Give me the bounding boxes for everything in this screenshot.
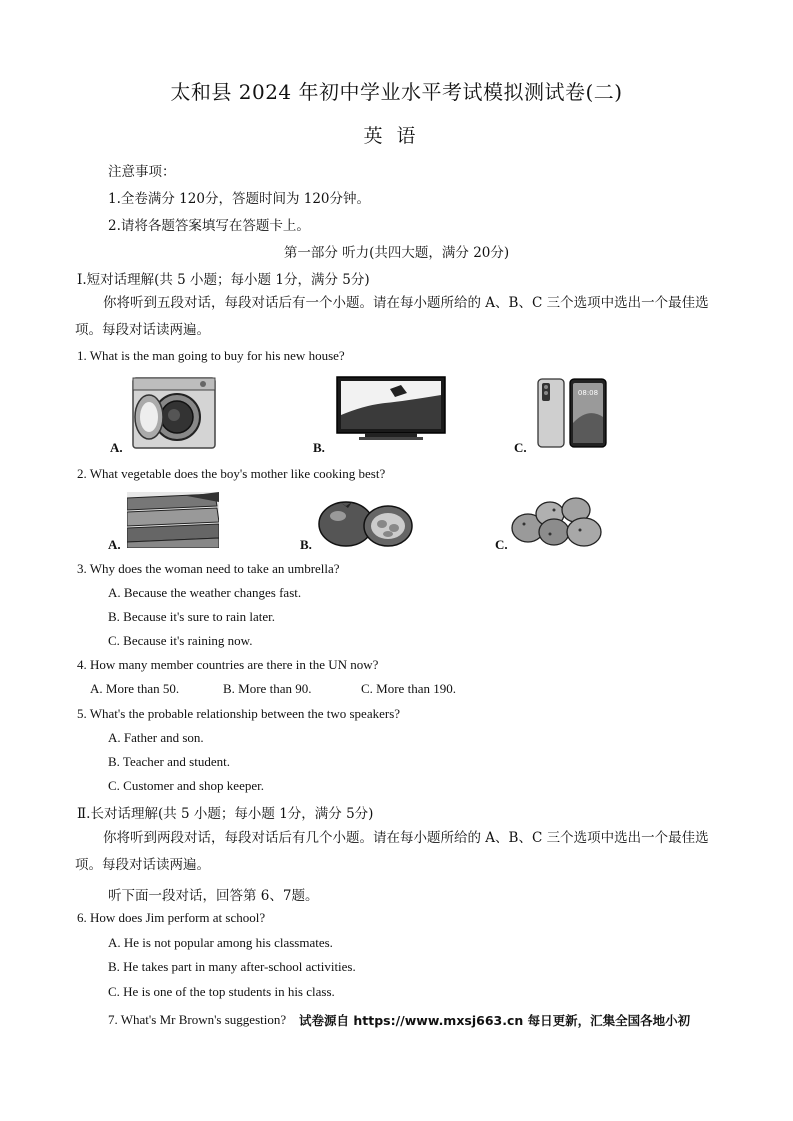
q5-option-c: C. Customer and shop keeper. xyxy=(108,778,264,793)
q3-option-b: B. Because it's sure to rain later. xyxy=(108,609,275,624)
q2-option-b-label: B. xyxy=(300,537,312,552)
q3-option-a: A. Because the weather changes fast. xyxy=(108,585,302,600)
notes-item-1: 1.全卷满分 120分，答题时间为 120分钟。 xyxy=(108,191,370,207)
section2-subinstruction: 听下面一段对话，回答第 6、7题。 xyxy=(108,888,319,904)
section1-heading: Ⅰ.短对话理解(共 5 小题；每小题 1分，满分 5分) xyxy=(77,272,370,288)
question-4-stem: 4. How many member countries are there in the UN now? xyxy=(77,657,379,672)
source-banner: 试卷源自 https://www.mxsj663.cn 每日更新，汇集全国各地小初 xyxy=(299,1013,691,1028)
q1-option-c-label: C. xyxy=(514,440,527,455)
q3-option-c: C. Because it's raining now. xyxy=(108,633,253,648)
q4-option-b: B. More than 90. xyxy=(223,681,312,696)
q1-option-a-label: A. xyxy=(110,440,123,455)
exam-title: 太和县 2024 年初中学业水平考试模拟测试卷(二) xyxy=(170,80,623,104)
notes-item-2: 2.请将各题答案填写在答题卡上。 xyxy=(108,218,310,234)
q4-option-c: C. More than 190. xyxy=(361,681,456,696)
q6-option-a: A. He is not popular among his classmates. xyxy=(108,935,333,950)
smartphone-image xyxy=(536,377,608,449)
part1-heading: 第一部分 听力(共四大题，满分 20分) xyxy=(283,245,510,261)
q2-option-c-label: C. xyxy=(495,537,508,552)
question-3-stem: 3. Why does the woman need to take an umbrella? xyxy=(77,561,340,576)
q1-option-b-label: B. xyxy=(313,440,325,455)
q5-option-b: B. Teacher and student. xyxy=(108,754,230,769)
q2-option-a-label: A. xyxy=(108,537,121,552)
q4-option-a: A. More than 50. xyxy=(90,681,180,696)
potatoes-image xyxy=(510,494,606,548)
q5-option-a: A. Father and son. xyxy=(108,730,204,745)
question-5-stem: 5. What's the probable relationship between the two speakers? xyxy=(77,706,401,721)
washing-machine-image xyxy=(127,375,222,450)
subject-title: 英语 xyxy=(363,125,430,147)
television-image xyxy=(335,375,447,447)
section2-heading: Ⅱ.长对话理解(共 5 小题；每小题 1分，满分 5分) xyxy=(77,806,374,822)
question-2-stem: 2. What vegetable does the boy's mother like cooking best? xyxy=(77,466,386,481)
question-1-stem: 1. What is the man going to buy for his new house? xyxy=(77,348,345,363)
question-6-stem: 6. How does Jim perform at school? xyxy=(77,910,266,925)
notes-heading: 注意事项： xyxy=(108,164,176,180)
carrots-image xyxy=(127,492,219,548)
question-7-stem: 7. What's Mr Brown's suggestion? xyxy=(108,1012,287,1027)
tomatoes-image xyxy=(316,494,414,548)
section2-instructions: 你将听到两段对话，每段对话后有几个小题。请在每小题所给的 A、B、C 三个选项中选出一个最佳选项。每段对话读两遍。 xyxy=(75,830,709,873)
q6-option-b: B. He takes part in many after-school activities. xyxy=(108,959,356,974)
section1-instructions: 你将听到五段对话，每段对话后有一个小题。请在每小题所给的 A、B、C 三个选项中选出一个最佳选项。每段对话读两遍。 xyxy=(75,295,709,338)
q6-option-c: C. He is one of the top students in his class. xyxy=(108,984,335,999)
phone-screen-clock: 08:08 xyxy=(577,389,599,397)
